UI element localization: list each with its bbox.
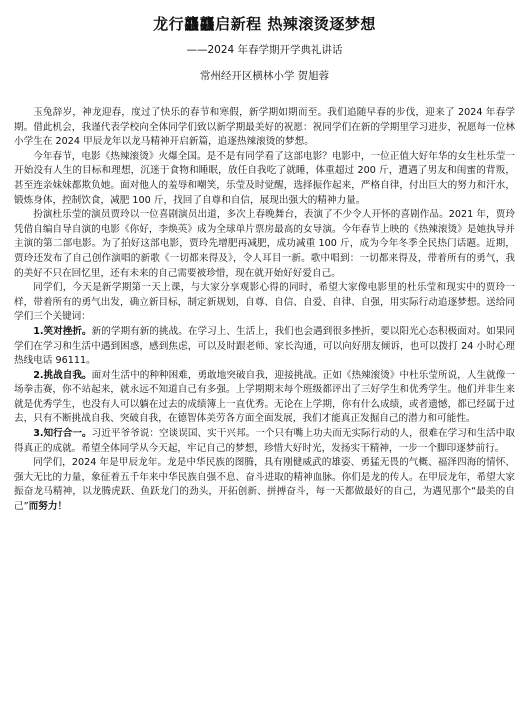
paragraph-intro: 玉兔辞岁，神龙迎春，度过了快乐的春节和寒假，新学期如期而至。我们追随早春的步伐，迎来了 2024 年春学期。借此机会，我谨代表学校向全体同学们致以新学期最美好的祝愿：祝同学们在新的学期里学习进步，祝愿每一位林小学生在 2024 甲辰龙年以龙马精神开启新篇，追逐热辣滚烫的梦想。	[14, 107, 515, 148]
closing-emphasis: 而努力！	[28, 501, 68, 513]
document-body	[14, 106, 515, 515]
document-author: 常州经开区横林小学 贺旭蓉	[199, 70, 330, 82]
document-title: 龙行龘龘启新程 热辣滚烫逐梦想	[153, 15, 376, 33]
paragraph-keyword-3	[14, 427, 515, 456]
keyword-3-label: 3.知行合一。	[33, 428, 92, 440]
document-subtitle: ——2024 年春学期开学典礼讲话	[186, 44, 343, 56]
paragraph-movie: 今年春节，电影《热辣滚烫》火爆全国。是不是有同学看了这部电影？电影中，一位正值大好年华的女生杜乐莹一开始没有人生的目标和理想，沉迷于食物和睡眠，放任自我吃了就睡，体重超过 200 斤，遭遇了男友和闺蜜的背叛，甚至连亲妹妹都欺负她。面对他人的羞辱和嘲笑，乐莹及时觉醒，选择振作起来，严格自律，付出巨大的努力和汗水，锻炼身体，控制饮食，减肥 100 斤，找回了自尊和自信，展现出强大的精神力量。	[14, 150, 515, 206]
paragraph-keywords-intro: 同学们，今天是新学期第一天上课，与大家分享观影心得的同时，希望大家像电影里的杜乐莹和现实中的贾玲一样，带着所有的勇气出发，确立新目标，制定新规划，自尊、自信、自爱、自律、自强，用实际行动追逐梦想。送给同学们三个关键词：	[14, 282, 515, 323]
paragraph-actress: 扮演杜乐莹的演员贾玲以一位喜剧演员出道，多次上春晚舞台，表演了不少令人开怀的喜剧作品。2021 年，贾玲凭借自编自导自演的电影《你好，李焕英》成为全球单片票房最高的女导演。今年春节上映的《热辣滚烫》是她执导并主演的第二部电影。为了拍好这部电影，贾玲先增肥再减肥，成功减重 100 斤，成为今年冬季全民热门话题。近期，贾玲还发布了自己创作演唱的新歌《一切都来得及》，令人耳目一新。歌中唱到：一切都来得及，带着所有的勇气，我的美好不只在回忆里，还有未来的自己需要被珍惜，现在就开始好好爱自己。	[14, 209, 515, 279]
keyword-2-label: 2.挑战自我。	[33, 369, 92, 381]
paragraph-keyword-1	[14, 325, 515, 369]
keyword-1-text: 新的学期有新的挑战。在学习上、生活上，我们也会遇到很多挫折，要以阳光心态积极面对。如果同学们在学习和生活中遇到困惑，感到焦虑，可以及时跟老师、家长沟通，可以向好朋友倾诉，也可以拨打 24 小时心理热线电话 96111。	[14, 325, 515, 367]
closing-text: 同学们，2024 年是甲辰龙年。龙是中华民族的图腾，具有刚健威武的雄姿、勇猛无畏的气概、福泽四海的情怀、强大无比的力量，象征着五千年来中华民族自强不息、奋斗进取的精神血脉。你们是龙的传人。在甲辰龙年，希望大家振奋龙马精神，以龙腾虎跃、鱼跃龙门的劲头，开拓创新、拼搏奋斗，每一天都做最好的自己，为遇见那个“最美的自己”	[14, 457, 515, 513]
paragraph-keyword-2	[14, 369, 515, 427]
keyword-2-text: 面对生活中的种种困难，勇敢地突破自我，迎接挑战。正如《热辣滚烫》中杜乐莹所说，人生就像一场拳击赛，你不站起来，就永远不知道自己有多强。上学期期末每个班级都评出了三好学生和优秀学生。他们并非生来就是优秀学生，也没有人可以躺在过去的成绩簿上一直优秀。无论在上学期，你有什么成绩，或者遗憾，都已经属于过去，只有不断挑战自我、突破自我，在德智体美劳各方面全面发展，我们才能真正发掘自己的潜力和可能性。	[14, 369, 515, 425]
keyword-3-text: 习近平爷爷说：空谈误国、实干兴邦。一个只有嘴上功夫而无实际行动的人，很难在学习和生活中取得真正的成就。希望全体同学从今天起，牢记自己的梦想，珍惜大好时光，发扬实干精神，一步一个脚印逐梦前行。	[14, 428, 515, 454]
paragraph-closing	[14, 456, 515, 514]
keyword-1-label: 1.笑对挫折。	[33, 325, 92, 337]
